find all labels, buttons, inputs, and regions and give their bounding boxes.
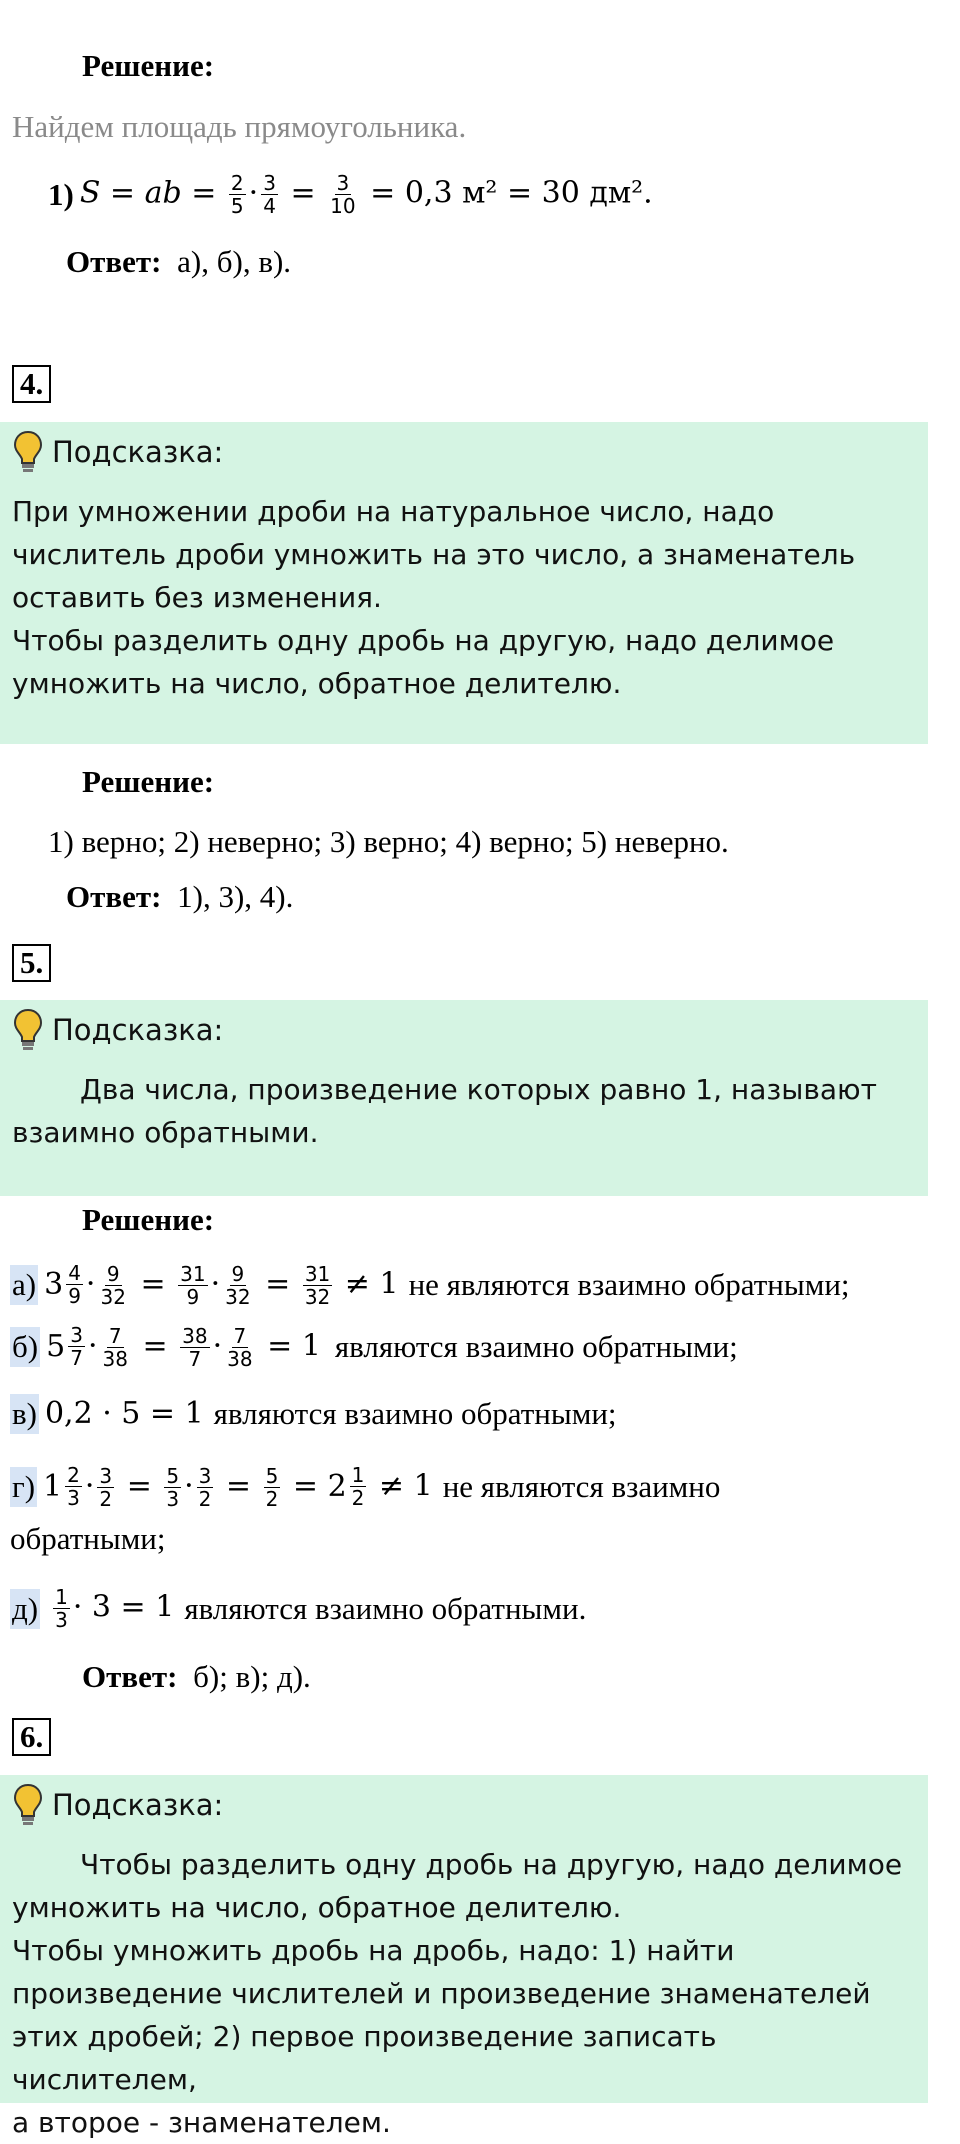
area-equation (48, 172, 653, 217)
hint-text (12, 1068, 908, 1154)
task-number-6 (12, 1718, 51, 1756)
answer-value: а), б), в). (177, 244, 292, 279)
hint-line: этих дробей; 2) первое произведение записать числителем, (12, 2020, 717, 2096)
solution-item-d (10, 1586, 586, 1631)
hint-line: оставить без изменения. (12, 581, 382, 614)
item-letter: б) (10, 1327, 40, 1367)
task-number-5 (12, 944, 51, 982)
solution-text: 1) верно; 2) неверно; 3) верно; 4) верно; 5) неверно. (48, 824, 729, 859)
lightbulb-icon (12, 1783, 44, 1827)
hint-label: Подсказка: (52, 434, 224, 469)
hint-line: числитель дроби умножить на это число, а знаменатель (12, 538, 856, 571)
answer-line (66, 877, 293, 917)
hint-label: Подсказка: (52, 1012, 224, 1047)
task-number-4 (12, 365, 51, 403)
lightbulb-icon (12, 430, 44, 474)
hint-line: взаимно обратными. (12, 1116, 319, 1149)
hint-box-6 (0, 1775, 928, 2139)
hint-text (12, 490, 908, 705)
answer-label: Ответ: (66, 879, 162, 914)
item-text: являются взаимно обратными. (184, 1590, 587, 1626)
answer-label: Ответ: (66, 244, 162, 279)
answer-line (82, 1657, 311, 1697)
hint-line: Чтобы умножить дробь на дробь, надо: 1) найти (12, 1934, 735, 1967)
solution-intro: Найдем площадь прямоугольника. (12, 109, 467, 144)
hint-header (12, 1783, 223, 1827)
item-expression: 0,2 · 5 = 1 (44, 1396, 204, 1431)
item-text: являются взаимно обратными; (213, 1396, 617, 1431)
solution-heading: Решение: (82, 764, 215, 799)
solution-heading: Решение: (82, 48, 215, 83)
hint-line: Чтобы разделить одну дробь на другую, надо делимое (12, 624, 835, 657)
solution-item-b (10, 1324, 738, 1370)
answer-line (66, 242, 291, 282)
answer-value: 1), 3), 4). (177, 879, 294, 914)
hint-label: Подсказка: (52, 1787, 224, 1822)
solution-item-v (10, 1394, 617, 1434)
equation-number: 1) (48, 176, 74, 212)
hint-text (12, 1843, 908, 2144)
hint-line: Два числа, произведение которых равно 1, называют (80, 1073, 877, 1106)
item-text-continued: обратными; (10, 1521, 166, 1556)
solution-heading: Решение: (82, 1202, 215, 1237)
lightbulb-icon (12, 1008, 44, 1052)
item-letter: г) (10, 1467, 37, 1507)
task-number-box: 6. (12, 1718, 51, 1756)
answer-value: б); в); д). (193, 1659, 311, 1694)
solution-item-g (10, 1464, 720, 1510)
hint-line: умножить на число, обратное делителю. (12, 667, 622, 700)
hint-line: При умножении дроби на натуральное число, надо (12, 495, 775, 528)
task-number-box: 5. (12, 944, 51, 982)
hint-box-5 (0, 1000, 928, 1196)
hint-header (12, 430, 223, 474)
item-expression: $\frac{1}{3}$ · 3 = 1 (55, 1585, 175, 1632)
item-text: являются взаимно обратными; (334, 1329, 738, 1364)
item-expression: 1 $\frac{2}{3}$ · $\frac{3}{2}$ = $\frac{5}{3}$ · $\frac{3}{2}$ = $\frac{5}{2}$ = 2 $\frac{1}{2}$ ≠ 1 (43, 1463, 433, 1511)
item-expression: 3 $\frac{4}{9}$ · $\frac{9}{32}$ = $\frac{31}{9}$ · $\frac{9}{32}$ = $\frac{31}{32}$ ≠ 1 (44, 1261, 399, 1309)
item-letter: а) (10, 1265, 38, 1305)
hint-line: произведение числителей и произведение знаменателей (12, 1977, 871, 2010)
item-expression: 5 $\frac{3}{7}$ · $\frac{7}{38}$ = $\frac{38}{7}$ · $\frac{7}{38}$ = 1 (46, 1323, 321, 1371)
item-letter: в) (10, 1394, 39, 1434)
hint-header (12, 1008, 223, 1052)
item-letter: д) (10, 1589, 40, 1629)
solution-item-a (10, 1262, 850, 1308)
hint-line: Чтобы разделить одну дробь на другую, надо делимое (80, 1848, 903, 1881)
hint-box-4 (0, 422, 928, 744)
hint-line: умножить на число, обратное делителю. (12, 1891, 622, 1924)
hint-line: а второе - знаменателем. (12, 2106, 391, 2139)
item-text: не являются взаимно (442, 1469, 721, 1504)
task-number-box: 4. (12, 365, 51, 403)
item-text: не являются взаимно обратными; (408, 1267, 850, 1302)
equation-body: S = ab = $\frac{2}{5}$ · $\frac{3}{4}$ = $\frac{3}{10}$ = 0,3 м² = 30 дм². (79, 171, 653, 218)
answer-label: Ответ: (82, 1659, 178, 1694)
